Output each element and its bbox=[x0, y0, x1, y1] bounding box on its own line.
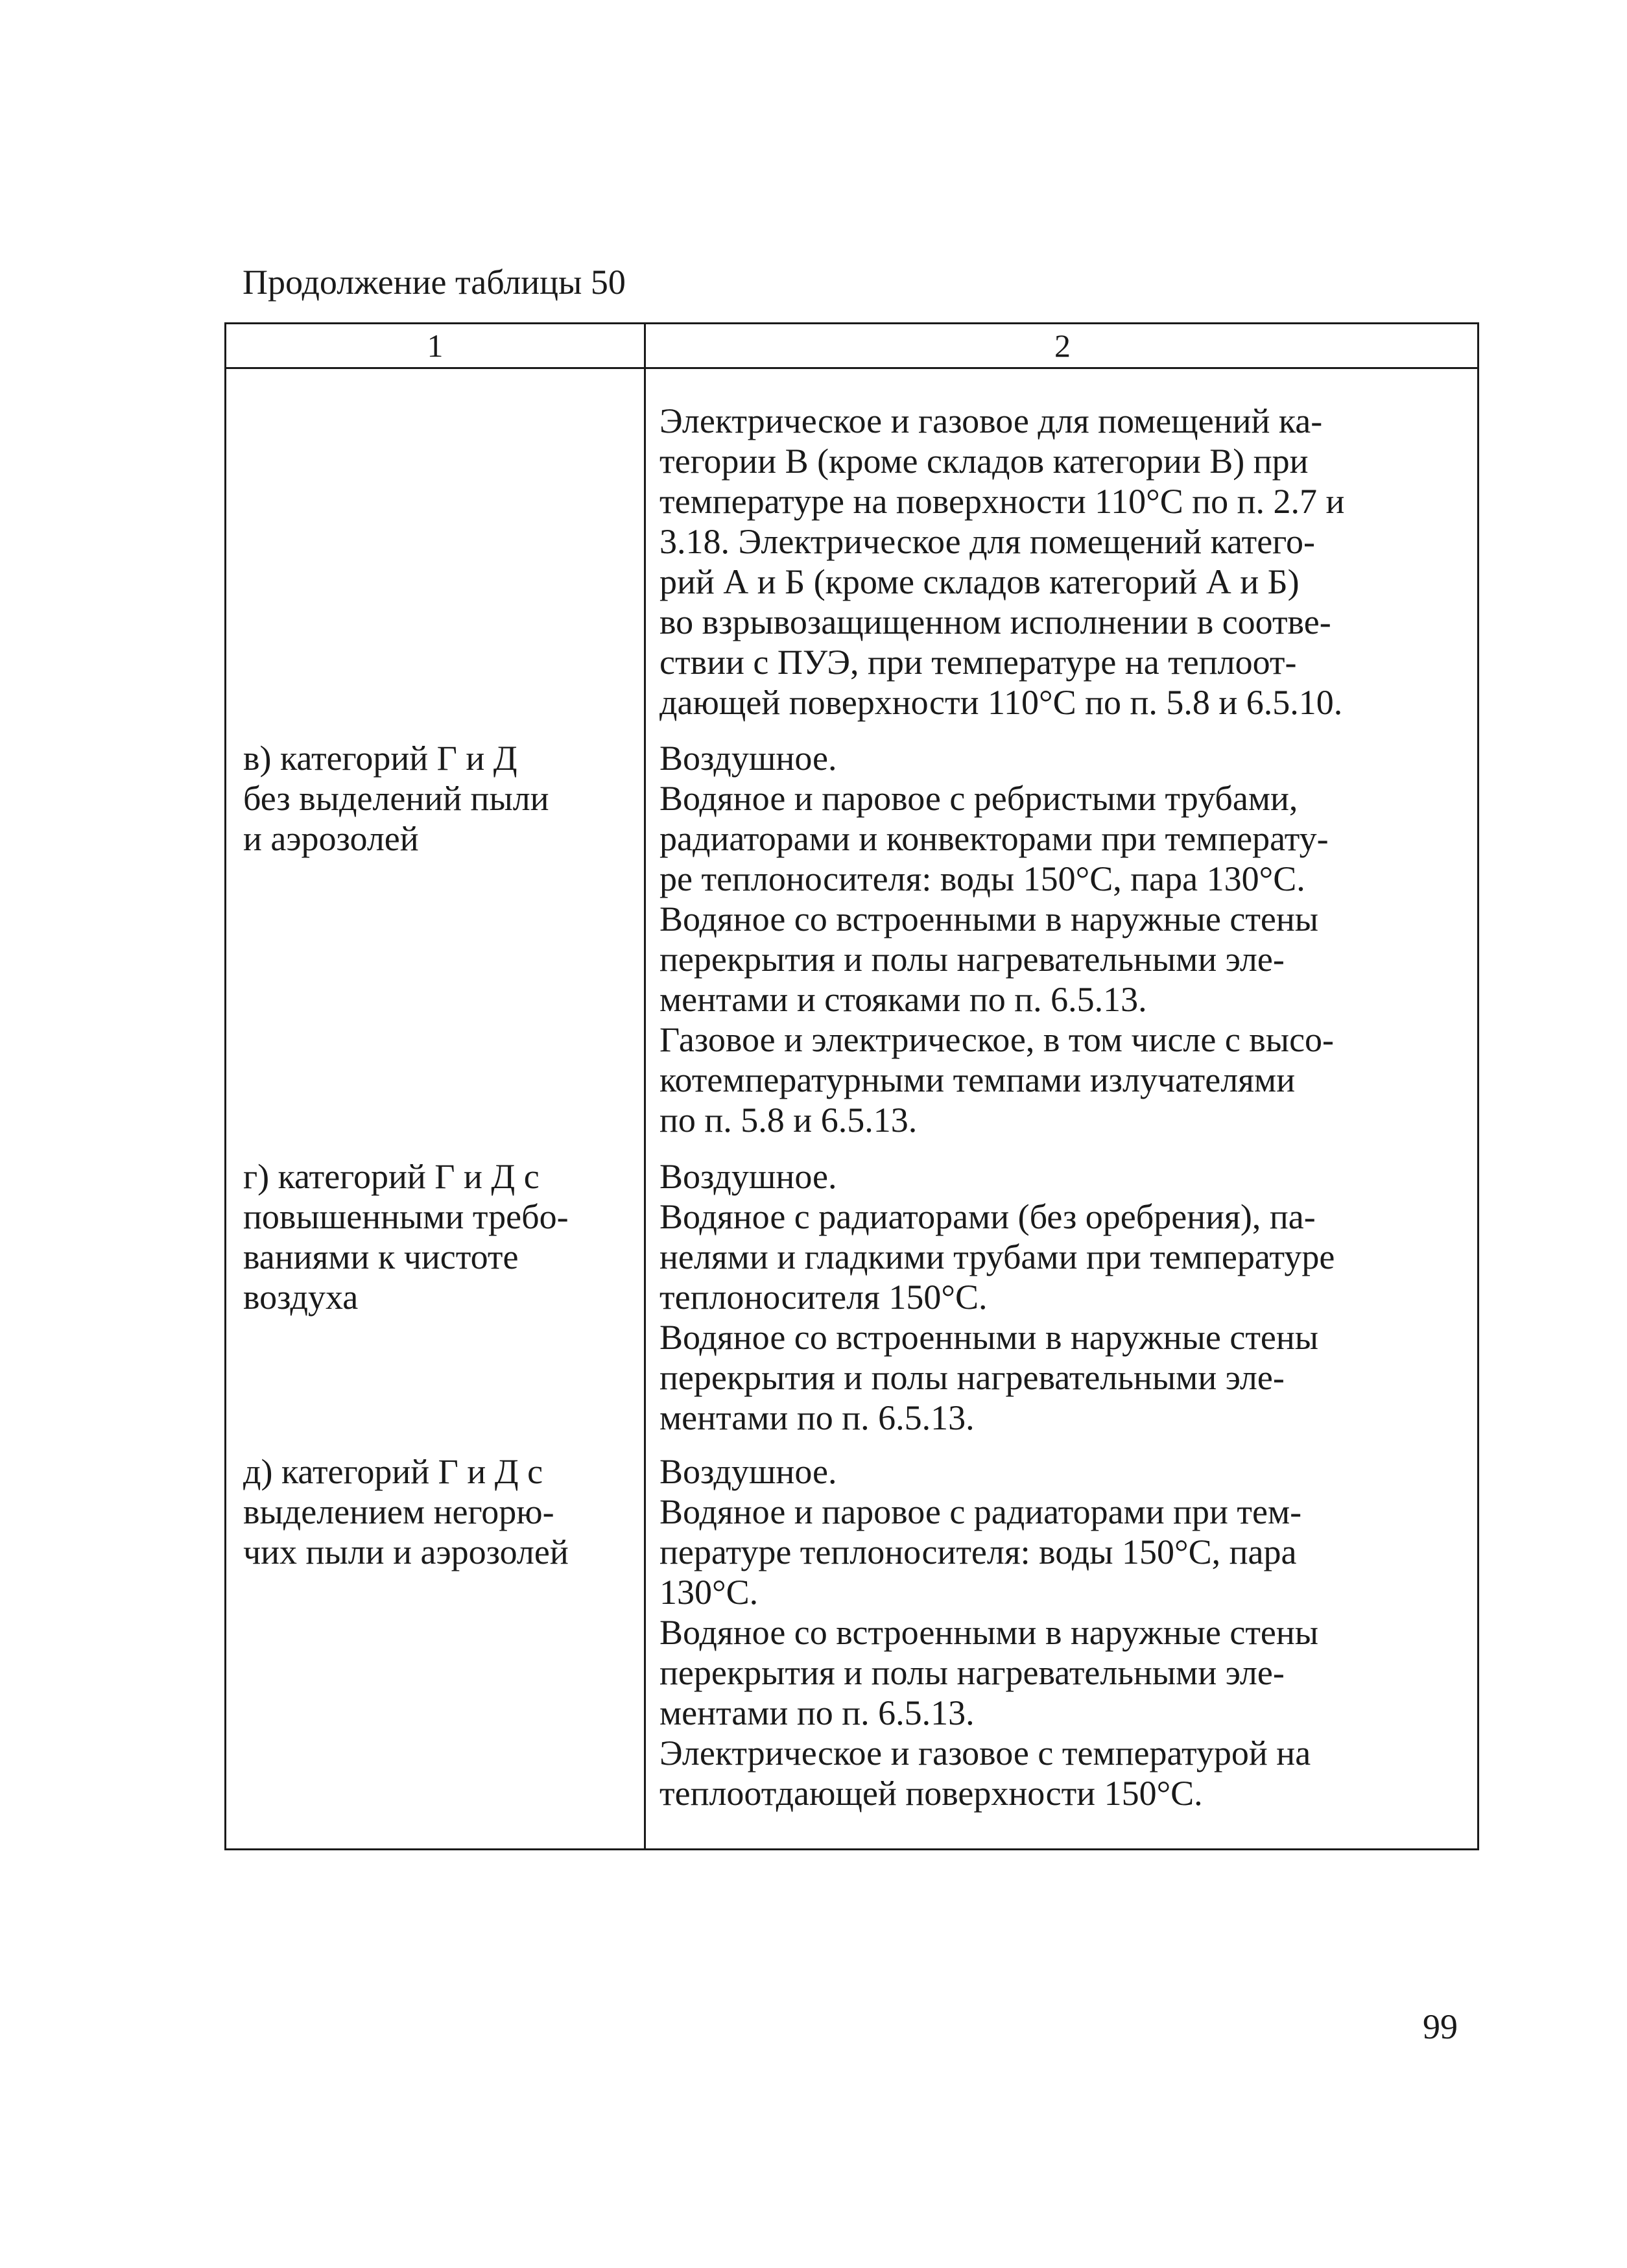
row-2-col-2: Воздушное. Водяное и паровое с ребристыми трубами, радиаторами и конвекторами при температу- ре теплоносителя: воды 150°С, пара 130°С. Водяное со встроенными в наружные стены перекрытия и полы нагревательными эле- ментами и стояками по п. 6.5.13. Газовое и электрическое, в том числе с высо- котемпературными темпами излучателями по п. 5.8 и 6.5.13. bbox=[659, 739, 1335, 1140]
row-4-col-1: д) категорий Г и Д с выделением негорю- чих пыли и аэрозолей bbox=[243, 1452, 569, 1571]
column-header-1: 1 bbox=[427, 328, 444, 364]
row-3-col-2: Воздушное. Водяное с радиаторами (без оребрения), па- нелями и гладкими трубами при температуре теплоносителя 150°С. Водяное со встроенными в наружные стены перекрытия и полы нагревательными эле- ментами по п. 6.5.13. bbox=[659, 1157, 1335, 1437]
row-3-col-1: г) категорий Г и Д с повышенными требо- ваниями к чистоте воздуха bbox=[243, 1157, 569, 1317]
column-header-2: 2 bbox=[1054, 328, 1071, 364]
column-divider bbox=[644, 324, 646, 1848]
row-1-col-2: Электрическое и газовое для помещений ка- тегории В (кроме складов категории В) при температуре на поверхности 110°С по п. 2.7 и 3.18. Электрическое для помещений катего- рий А и Б (кроме складов категорий А и Б) во взрывозащищенном исполнении в соотве- ствии с ПУЭ, при температуре на теплоот- дающей поверхности 110°С по п. 5.8 и 6.5.10. bbox=[659, 401, 1345, 722]
page-number: 99 bbox=[1423, 2007, 1458, 2046]
header-divider bbox=[226, 367, 1477, 369]
row-2-col-1: в) категорий Г и Д без выделений пыли и аэрозолей bbox=[243, 739, 549, 858]
row-4-col-2: Воздушное. Водяное и паровое с радиаторами при тем- пературе теплоносителя: воды 150°С, пара 130°С. Водяное со встроенными в наружные стены перекрытия и полы нагревательными эле- ментами по п. 6.5.13. Электрическое и газовое с температурой на теплоотдающей поверхности 150°С. bbox=[659, 1452, 1319, 1813]
data-table bbox=[224, 322, 1479, 1850]
table-caption: Продолжение таблицы 50 bbox=[243, 263, 626, 302]
